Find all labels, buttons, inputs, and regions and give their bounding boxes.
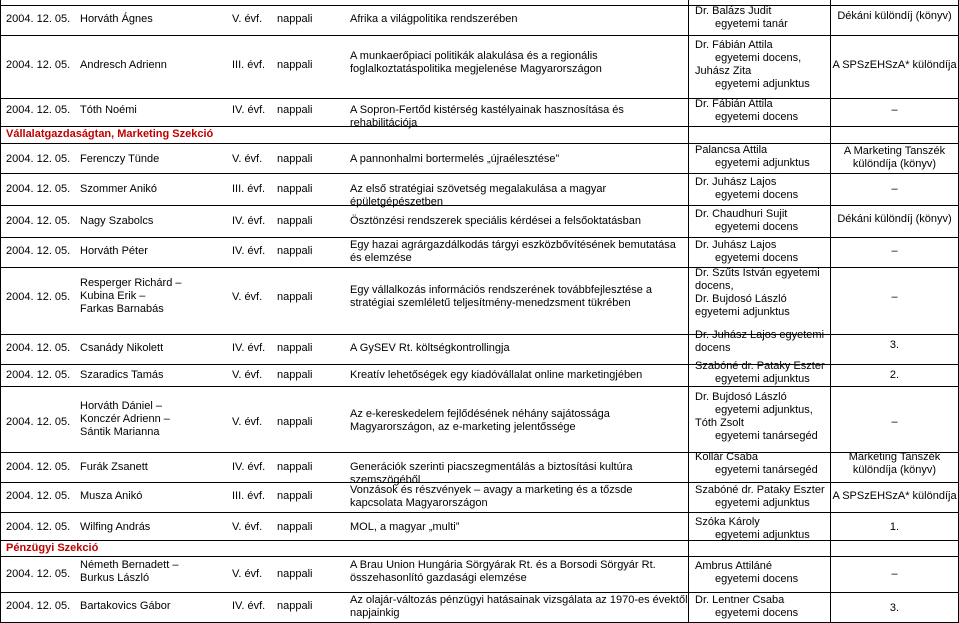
supervisor-line: egyetemi docens bbox=[715, 607, 799, 619]
award-cell: Dékáni különdíj (könyv) bbox=[837, 10, 952, 22]
student-name: Németh Bernadett – bbox=[80, 559, 179, 571]
student-name: Resperger Richárd – bbox=[80, 277, 182, 289]
award-cell: Dékáni különdíj (könyv) bbox=[837, 213, 952, 225]
year-cell: III. évf. bbox=[232, 183, 266, 195]
thesis-title: A GySEV Rt. költségkontrollingja bbox=[350, 342, 510, 354]
thesis-title: Vonzások és részvények – avagy a marketing és a tőzsde kapcsolata Magyarországon bbox=[350, 484, 633, 509]
year-cell: IV. évf. bbox=[232, 215, 266, 227]
supervisor-cell bbox=[695, 267, 830, 319]
student-names bbox=[80, 183, 157, 196]
date-cell: 2004. 12. 05. bbox=[6, 104, 71, 116]
student-name: Kubina Erik – bbox=[80, 290, 146, 302]
thesis-title: A Brau Union Hungária Sörgyárak Rt. és a Borsodi Sörgyár Rt. összehasonlító gazdasági elemzése bbox=[350, 559, 656, 584]
student-name: Furák Zsanett bbox=[80, 461, 148, 473]
student-name: Wilfing András bbox=[80, 521, 151, 533]
date-cell: 2004. 12. 05. bbox=[6, 183, 71, 195]
award-cell: – bbox=[891, 183, 898, 195]
study-mode-cell: nappali bbox=[277, 342, 313, 354]
table-row bbox=[0, 360, 959, 386]
supervisor-line: egyetemi tanársegéd bbox=[715, 430, 818, 442]
study-mode-cell: nappali bbox=[277, 153, 313, 165]
study-mode-cell: nappali bbox=[277, 13, 313, 25]
thesis-title: Az olajár-változás pénzügyi hatásainak vizsgálata az 1970-es évektől napjainkig bbox=[350, 594, 688, 619]
thesis-title: Ösztönzési rendszerek speciális kérdései a felsőoktatásban bbox=[350, 215, 642, 227]
row-divider bbox=[0, 556, 959, 557]
year-cell: IV. évf. bbox=[232, 245, 266, 257]
row-divider bbox=[0, 126, 959, 127]
award-cell: 1. bbox=[889, 521, 900, 533]
date-cell: 2004. 12. 05. bbox=[6, 490, 71, 502]
student-name: Bartakovics Gábor bbox=[80, 600, 171, 612]
supervisor-line: egyetemi adjunktus bbox=[715, 157, 810, 169]
supervisor-line: egyetemi adjunktus bbox=[715, 78, 810, 90]
thesis-title: Az e-kereskedelem fejlődésének néhány sajátossága Magyarországon, az e-marketing jelentőssége bbox=[350, 408, 610, 433]
supervisor-cell bbox=[695, 451, 830, 477]
student-names bbox=[80, 245, 148, 258]
year-cell: V. évf. bbox=[232, 291, 263, 303]
date-cell: 2004. 12. 05. bbox=[6, 600, 71, 612]
supervisor-line: egyetemi docens bbox=[715, 111, 799, 123]
year-cell: IV. évf. bbox=[232, 104, 266, 116]
year-cell: III. évf. bbox=[232, 59, 266, 71]
date-cell: 2004. 12. 05. bbox=[6, 369, 71, 381]
thesis-title: A pannonhalmi bortermelés „újraélesztése” bbox=[350, 153, 560, 165]
award-cell: – bbox=[891, 104, 898, 116]
date-cell: 2004. 12. 05. bbox=[6, 13, 71, 25]
row-divider bbox=[0, 35, 959, 36]
thesis-title: Egy vállalkozás információs rendszerének továbbfejlesztése a stratégiai szemléletű teljesítmény-menedzsment tükrében bbox=[350, 284, 653, 309]
student-name: Sántik Marianna bbox=[80, 426, 160, 438]
student-names bbox=[80, 104, 137, 117]
supervisor-line: egyetemi docens bbox=[715, 189, 799, 201]
award-cell: – bbox=[891, 291, 898, 303]
award-cell: A Marketing Tanszék különdíja (könyv) bbox=[843, 145, 946, 170]
student-names bbox=[80, 13, 153, 26]
column-divider bbox=[688, 0, 689, 623]
student-name: Csanády Nikolett bbox=[80, 342, 164, 354]
year-cell: III. évf. bbox=[232, 490, 266, 502]
study-mode-cell: nappali bbox=[277, 521, 313, 533]
supervisor-line: egyetemi adjunktus bbox=[715, 497, 810, 509]
supervisor-line: Dr. Fábián Attila bbox=[695, 39, 773, 51]
supervisor-cell bbox=[695, 39, 830, 91]
thesis-title: Generációk szerinti piacszegmentálás a biztosítási kultúra szemszögéből bbox=[350, 461, 633, 486]
year-cell: V. évf. bbox=[232, 13, 263, 25]
supervisor-cell bbox=[695, 98, 830, 124]
study-mode-cell: nappali bbox=[277, 183, 313, 195]
date-cell: 2004. 12. 05. bbox=[6, 215, 71, 227]
supervisor-line: Dr. Bujdosó László bbox=[695, 391, 787, 403]
award-cell: – bbox=[891, 416, 898, 428]
supervisor-line: Szabóné dr. Pataky Eszter bbox=[695, 360, 825, 372]
student-name: Musza Anikó bbox=[80, 490, 143, 502]
supervisor-cell bbox=[695, 594, 830, 620]
study-mode-cell: nappali bbox=[277, 490, 313, 502]
supervisor-line: egyetemi adjunktus bbox=[715, 373, 810, 385]
year-cell: IV. évf. bbox=[232, 600, 266, 612]
supervisor-line: egyetemi adjunktus, bbox=[715, 404, 813, 416]
year-cell: IV. évf. bbox=[232, 461, 266, 473]
supervisor-line: Dr. Balázs Judit bbox=[695, 5, 772, 17]
supervisor-line: Dr. Juhász Lajos bbox=[695, 176, 777, 188]
student-names bbox=[80, 400, 170, 439]
student-name: Horváth Dániel – bbox=[80, 400, 162, 412]
row-divider bbox=[0, 386, 959, 387]
date-cell: 2004. 12. 05. bbox=[6, 521, 71, 533]
supervisor-line: Ambrus Attiláné bbox=[695, 560, 773, 572]
student-names bbox=[80, 277, 182, 316]
row-divider bbox=[0, 143, 959, 144]
supervisor-line: Juhász Zita bbox=[695, 65, 752, 77]
row-divider bbox=[0, 173, 959, 174]
award-cell: – bbox=[891, 245, 898, 257]
student-name: Andresch Adrienn bbox=[80, 59, 167, 71]
supervisor-line: Tóth Zsolt bbox=[695, 417, 744, 429]
supervisor-cell bbox=[695, 560, 830, 586]
year-cell: V. évf. bbox=[232, 153, 263, 165]
table-row bbox=[0, 173, 959, 208]
section-heading: Pénzügyi Szekció bbox=[6, 542, 99, 554]
study-mode-cell: nappali bbox=[277, 369, 313, 381]
student-names bbox=[80, 59, 167, 72]
supervisor-line: egyetemi tanár bbox=[715, 18, 788, 30]
student-name: Ferenczy Tünde bbox=[80, 153, 160, 165]
date-cell: 2004. 12. 05. bbox=[6, 153, 71, 165]
date-cell: 2004. 12. 05. bbox=[6, 291, 71, 303]
table-row bbox=[0, 98, 959, 129]
supervisor-cell bbox=[695, 484, 830, 510]
table-row bbox=[0, 451, 959, 486]
date-cell: 2004. 12. 05. bbox=[6, 342, 71, 354]
supervisor-line: Dr. Fábián Attila bbox=[695, 98, 773, 110]
award-cell: – bbox=[891, 568, 898, 580]
student-name: Nagy Szabolcs bbox=[80, 215, 154, 227]
table-row bbox=[0, 205, 959, 237]
table-row bbox=[0, 143, 959, 173]
supervisor-line: Palancsa Attila bbox=[695, 144, 768, 156]
row-divider bbox=[0, 364, 959, 365]
date-cell: 2004. 12. 05. bbox=[6, 245, 71, 257]
supervisor-cell bbox=[695, 144, 830, 170]
student-names bbox=[80, 559, 178, 585]
study-mode-cell: nappali bbox=[277, 416, 313, 428]
row-divider bbox=[0, 592, 959, 593]
supervisor-cell bbox=[695, 516, 830, 542]
thesis-title: Az első stratégiai szövetség megalakulása a magyar épületgépészetben bbox=[350, 183, 607, 208]
year-cell: V. évf. bbox=[232, 416, 263, 428]
student-names bbox=[80, 490, 142, 503]
supervisor-line: Kollár Csaba bbox=[695, 451, 758, 463]
study-mode-cell: nappali bbox=[277, 291, 313, 303]
supervisor-line: Dr. Juhász Lajos bbox=[695, 239, 777, 251]
supervisor-cell bbox=[695, 329, 830, 355]
table-row bbox=[0, 5, 959, 35]
student-name: Burkus László bbox=[80, 572, 150, 584]
supervisor-line: egyetemi docens, bbox=[715, 52, 802, 64]
thesis-title: Afrika a világpolitika rendszerében bbox=[350, 13, 518, 25]
supervisor-line: egyetemi adjunktus bbox=[715, 529, 810, 541]
thesis-title: A munkaerőpiaci politikák alakulása és a regionális foglalkoztatáspolitika megjelenése Magyarországon bbox=[350, 50, 602, 75]
supervisor-line: Szóka Károly bbox=[695, 516, 760, 528]
award-cell: Marketing Tanszék különdíja (könyv) bbox=[848, 451, 941, 476]
row-divider bbox=[0, 98, 959, 99]
student-name: Tóth Noémi bbox=[80, 104, 137, 116]
student-name: Szaradics Tamás bbox=[80, 369, 164, 381]
supervisor-cell bbox=[695, 176, 830, 202]
date-cell: 2004. 12. 05. bbox=[6, 416, 71, 428]
row-divider bbox=[0, 512, 959, 513]
study-mode-cell: nappali bbox=[277, 461, 313, 473]
supervisor-line: Szabóné dr. Pataky Eszter bbox=[695, 484, 825, 496]
student-names bbox=[80, 521, 150, 534]
row-divider bbox=[0, 205, 959, 206]
study-mode-cell: nappali bbox=[277, 245, 313, 257]
study-mode-cell: nappali bbox=[277, 600, 313, 612]
row-divider bbox=[0, 482, 959, 483]
year-cell: V. évf. bbox=[232, 568, 263, 580]
thesis-title: Egy hazai agrárgazdálkodás tárgyi eszközbővítésének bemutatása és elemzése bbox=[350, 239, 676, 264]
year-cell: V. évf. bbox=[232, 369, 263, 381]
year-cell: IV. évf. bbox=[232, 342, 266, 354]
student-name: Horváth Péter bbox=[80, 245, 148, 257]
study-mode-cell: nappali bbox=[277, 568, 313, 580]
supervisor-line: Dr. Szűts István egyetemi docens, bbox=[695, 267, 820, 292]
supervisor-line: Dr. Bujdosó László egyetemi adjunktus bbox=[695, 293, 790, 318]
row-divider bbox=[0, 334, 959, 335]
student-names bbox=[80, 369, 164, 382]
table-row bbox=[0, 482, 959, 512]
table-row bbox=[0, 267, 959, 334]
row-divider bbox=[0, 540, 959, 541]
section-heading: Vállalatgazdaságtan, Marketing Szekció bbox=[6, 128, 214, 140]
student-name: Horváth Ágnes bbox=[80, 13, 153, 25]
student-name: Szommer Anikó bbox=[80, 183, 158, 195]
thesis-title: Kreatív lehetőségek egy kiadóvállalat online marketingjében bbox=[350, 369, 643, 381]
date-cell: 2004. 12. 05. bbox=[6, 59, 71, 71]
date-cell: 2004. 12. 05. bbox=[6, 568, 71, 580]
supervisor-line: egyetemi docens bbox=[715, 252, 799, 264]
award-cell: 3. bbox=[889, 339, 900, 351]
table-row bbox=[0, 237, 959, 267]
study-mode-cell: nappali bbox=[277, 104, 313, 116]
student-names bbox=[80, 461, 148, 474]
supervisor-cell bbox=[695, 239, 830, 265]
supervisor-line: Dr. Juhász Lajos egyetemi docens bbox=[695, 329, 825, 354]
supervisor-cell bbox=[695, 391, 830, 443]
row-divider bbox=[0, 5, 959, 6]
supervisor-cell bbox=[695, 5, 830, 31]
table-row bbox=[0, 556, 959, 592]
student-names bbox=[80, 215, 153, 228]
table-row bbox=[0, 386, 959, 452]
study-mode-cell: nappali bbox=[277, 59, 313, 71]
row-divider bbox=[0, 267, 959, 268]
table-row bbox=[0, 35, 959, 98]
student-names bbox=[80, 153, 159, 166]
student-name: Farkas Barnabás bbox=[80, 303, 164, 315]
award-cell: 2. bbox=[889, 369, 900, 381]
table-row bbox=[0, 592, 959, 623]
supervisor-line: Dr. Chaudhuri Sujit bbox=[695, 208, 788, 220]
thesis-title: A Sopron-Fertőd kistérség kastélyainak hasznosítása és rehabilitációja bbox=[350, 104, 624, 129]
year-cell: V. évf. bbox=[232, 521, 263, 533]
date-cell: 2004. 12. 05. bbox=[6, 461, 71, 473]
student-names bbox=[80, 342, 163, 355]
row-divider bbox=[0, 237, 959, 238]
row-divider bbox=[0, 452, 959, 453]
thesis-title: MOL, a magyar „multi” bbox=[350, 521, 460, 533]
table-row bbox=[0, 512, 959, 540]
supervisor-cell bbox=[695, 208, 830, 234]
student-name: Konczér Adrienn – bbox=[80, 413, 170, 425]
study-mode-cell: nappali bbox=[277, 215, 313, 227]
supervisor-line: Dr. Lentner Csaba bbox=[695, 594, 785, 606]
award-cell: 3. bbox=[889, 602, 900, 614]
award-cell: A SPSzEHSzA* különdíja bbox=[832, 490, 957, 502]
award-cell: A SPSzEHSzA* különdíja bbox=[832, 59, 957, 71]
column-divider bbox=[0, 0, 1, 623]
student-names bbox=[80, 600, 170, 613]
supervisor-line: egyetemi docens bbox=[715, 573, 799, 585]
supervisor-line: egyetemi docens bbox=[715, 221, 799, 233]
supervisor-line: egyetemi tanársegéd bbox=[715, 464, 818, 476]
column-divider bbox=[830, 0, 831, 623]
